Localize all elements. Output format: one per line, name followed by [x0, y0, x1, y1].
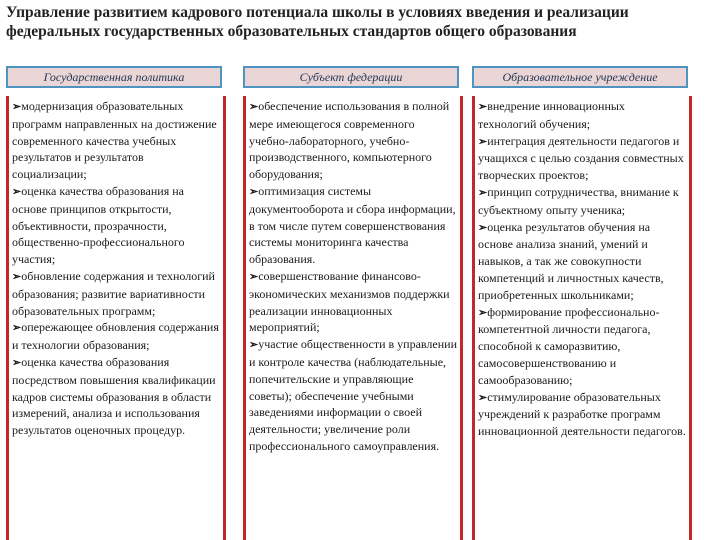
list-item: ➢совершенствование финансово-экономических механизмов поддержки реализации инновационных мероприятий; [249, 268, 450, 335]
column-educational-institution [472, 66, 692, 540]
list-item: ➢оптимизация системы документооборота и сбора информации, в том числе путем совершенствования системы мониторинга качества образования. [249, 183, 456, 267]
column-content [472, 96, 692, 540]
arrow-bullet-icon: ➢ [478, 221, 488, 234]
list-item: ➢стимулирование образовательных учреждений к разработке программ инновационной деятельности педагогов. [478, 389, 686, 439]
arrow-bullet-icon: ➢ [478, 306, 488, 319]
arrow-bullet-icon: ➢ [12, 356, 22, 369]
column-header: Образовательное учреждение [472, 66, 688, 88]
arrow-bullet-icon: ➢ [249, 101, 259, 113]
list-item: ➢оценка качества образования на основе принципов открытости, объективности, прозрачности, общественно-профессионального участия; [12, 183, 185, 267]
column-header: Государственная политика [6, 66, 222, 88]
column-content [6, 96, 226, 540]
list-item: ➢опережающее обновления содержания и технологии образования; [12, 320, 219, 353]
bullet-list [249, 98, 457, 455]
arrow-bullet-icon: ➢ [478, 186, 488, 199]
bullet-list [12, 98, 220, 439]
list-item: ➢обновление содержания и технологий образования; развитие вариативности образовательных программ; [12, 268, 215, 318]
page-title: Управление развитием кадрового потенциала школы в условиях введения и реализации федеральных государственных образовательных стандартов общего образования [6, 4, 629, 40]
bullet-list [478, 98, 686, 440]
arrow-bullet-icon: ➢ [12, 322, 22, 335]
list-item: ➢интеграция деятельности педагогов и учащихся с целью создания совместных творческих проектов; [478, 133, 684, 183]
list-item: ➢обеспечение использования в полной мере имеющегося современного учебно-лабораторного, учебно-производственного, компьютерного оборудования; [249, 99, 450, 182]
list-item: ➢участие общественности в управлении и контроле качества (наблюдательные, попечительские и управляющие советы); обеспечение учебными заведениями информации о своей деятельности; увеличение роли профессионального самоуправления. [249, 337, 457, 453]
column-content [243, 96, 463, 540]
arrow-bullet-icon: ➢ [249, 270, 259, 283]
list-item: ➢принцип сотрудничества, внимание к субъектному опыту ученика; [478, 184, 679, 217]
arrow-bullet-icon: ➢ [249, 339, 259, 352]
arrow-bullet-icon: ➢ [478, 135, 488, 148]
list-item: ➢оценка качества образования посредством повышения квалификации кадров системы образования в области измерений, анализа и использования результатов оценочных процедур. [12, 354, 216, 438]
arrow-bullet-icon: ➢ [12, 270, 22, 283]
arrow-bullet-icon: ➢ [249, 185, 259, 198]
column-header: Субъект федерации [243, 66, 459, 88]
column-state-policy [6, 66, 226, 540]
arrow-bullet-icon: ➢ [478, 101, 488, 113]
list-item: ➢оценка результатов обучения на основе анализа знаний, умений и навыков, а так же совокупности компетенций и личностных качеств, приобретенных школьниками; [478, 219, 664, 302]
column-federation-subject [243, 66, 463, 540]
arrow-bullet-icon: ➢ [478, 391, 488, 404]
list-item: ➢формирование профессионально-компетентной личности педагога, способной к саморазвитию, самосовершенствованию и самообразованию; [478, 304, 660, 387]
list-item: ➢внедрение инновационных технологий обучения; [478, 99, 625, 131]
arrow-bullet-icon: ➢ [12, 185, 22, 198]
list-item: ➢модернизация образовательных программ направленных на достижение современного качества учебных результатов и результатов социализации; [12, 99, 217, 182]
arrow-bullet-icon: ➢ [12, 101, 22, 113]
